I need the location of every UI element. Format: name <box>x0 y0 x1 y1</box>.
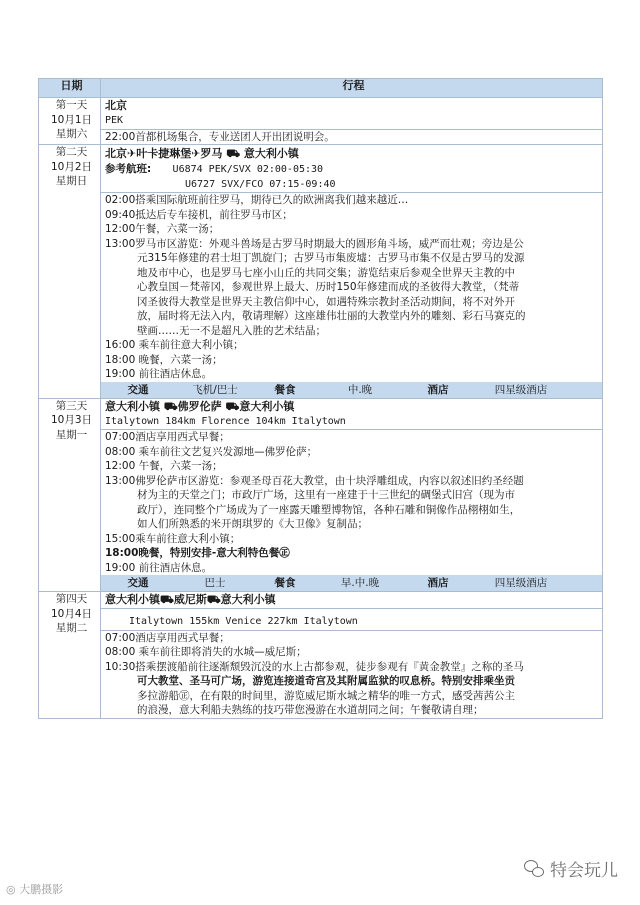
day-content-3: 意大利小镇 ⛟佛罗伦萨 ⛟意大利小镇 Italytown 184km Florence 104km Italytown 07:00酒店享用西式早餐； 08:00 乘车前往文艺复兴发源地—佛罗伦萨； 12:00 午餐，六菜一汤； 13:00佛罗伦萨市区游览：参观圣母百花大教堂，由十块浮雕组成，内容以叙述旧约圣经题 材为主的天堂之门；市政厅广场，这里有一座建于十三世纪的碉堡式旧宫（现为市 政厅），连同整个广场成为了一座露天雕塑博物馆，各种石雕和铜像作品栩栩如生， 如人们所熟悉的米开朗琪罗的《大卫像》复制品； 15:00乘车前往意大利小镇； 18:00晚餐，特别安排-意大利特色餐㊣ 19:00 前往酒店休息。 交通 巴士 餐食 早.中.晚 酒店 四星级酒店 <box>101 398 603 592</box>
camera-icon: ◎ <box>6 883 16 896</box>
day-label-2: 第二天 10月2日 星期日 <box>39 145 101 399</box>
info-strip: 交通 巴士 餐食 早.中.晚 酒店 四星级酒店 <box>101 575 602 591</box>
table-row <box>39 98 603 145</box>
day-label-3: 第三天 10月3日 星期一 <box>39 398 101 592</box>
header-itinerary: 行程 <box>101 79 603 98</box>
distance-line: Italytown 155km Venice 227km Italytown <box>129 616 358 627</box>
brand-watermark: 特会玩儿 <box>524 856 618 881</box>
airport-code: PEK <box>105 115 124 126</box>
flight-label: 参考航班: <box>105 163 152 175</box>
day-title: 意大利小镇 ⛟佛罗伦萨 ⛟意大利小镇 <box>105 399 295 413</box>
day-title: 北京✈叶卡捷琳堡✈罗马 ⛟ 意大利小镇 <box>105 147 299 160</box>
table-row <box>39 398 603 592</box>
wechat-icon <box>524 860 544 878</box>
day-label-1: 第一天 10月1日 星期六 <box>39 98 101 145</box>
day-content-1: 北京 PEK 22:00首都机场集合，专业送团人开出团说明会。 <box>101 98 603 145</box>
day-title: 意大利小镇⛟威尼斯⛟意大利小镇 <box>105 593 276 606</box>
distance-line: Italytown 184km Florence 104km Italytown <box>105 415 346 427</box>
itinerary-table <box>38 78 603 719</box>
source-watermark: ◎ 大鹏摄影 <box>6 883 64 896</box>
day-title: 北京 <box>105 99 127 112</box>
day-content-4: 意大利小镇⛟威尼斯⛟意大利小镇 Italytown 155km Venice 227km Italytown 07:00酒店享用西式早餐； 08:00 乘车前往即将消失的水城—威尼斯； 10:30搭乘摆渡船前往逐渐颓毁沉没的水上古都参观，徒步参观有『黄金教堂』之称的圣马 可大教堂、圣马可广场，游览连接道奇宫及其附属监狱的叹息桥。特别安排乘坐贡 多拉游船㊣，在有限的时间里，游览威尼斯水城之精华的唯一方式，感受茜茜公主 的浪漫，意大利船夫熟练的技巧带您漫游在水道胡同之间；午餐敬请自理； <box>101 592 603 719</box>
table-row <box>39 592 603 719</box>
header-date: 日期 <box>39 79 101 98</box>
day-content-2: 北京✈叶卡捷琳堡✈罗马 ⛟ 意大利小镇 参考航班: U6874 PEK/SVX 02:00-05:30 U6727 SVX/FCO 07:15-09:40 02:00搭乘国际航班前往罗马，期待已久的欧洲离我们越来越近… 09:40抵达后专车接机，前往罗马市区； 12:00午餐，六菜一汤； 13:00罗马市区游览：外观斗兽场是古罗马时期最大的圆形角斗场，威严而壮观；旁边是公 元315年修建的君士坦丁凯旋门；古罗马市集废墟：古罗马市集不仅是古罗马的发源 地及市中心，也是罗马七座小山丘的共同交集；游览结束后参观全世界天主教的中 心教皇国－梵蒂冈，参观世界上最大、历时150年修建而成的圣彼得大教堂，（梵蒂 冈圣彼得大教堂是世界天主教信仰中心，如遇特殊宗教封圣活动期间，将不对外开 放，届时将无法入内，敬请理解）这座雄伟壮丽的大教堂内外的雕刻、彩石马赛克的 壁画……无一不是超凡入胜的艺术结晶； 16:00 乘车前往意大利小镇； 18:00 晚餐，六菜一汤； 19:00 前往酒店休息。 交通 飞机/巴士 餐食 中.晚 酒店 四星级酒店 <box>101 145 603 399</box>
info-strip: 交通 飞机/巴士 餐食 中.晚 酒店 四星级酒店 <box>101 382 602 398</box>
table-row <box>39 145 603 399</box>
day-label-4: 第四天 10月4日 星期二 <box>39 592 101 719</box>
